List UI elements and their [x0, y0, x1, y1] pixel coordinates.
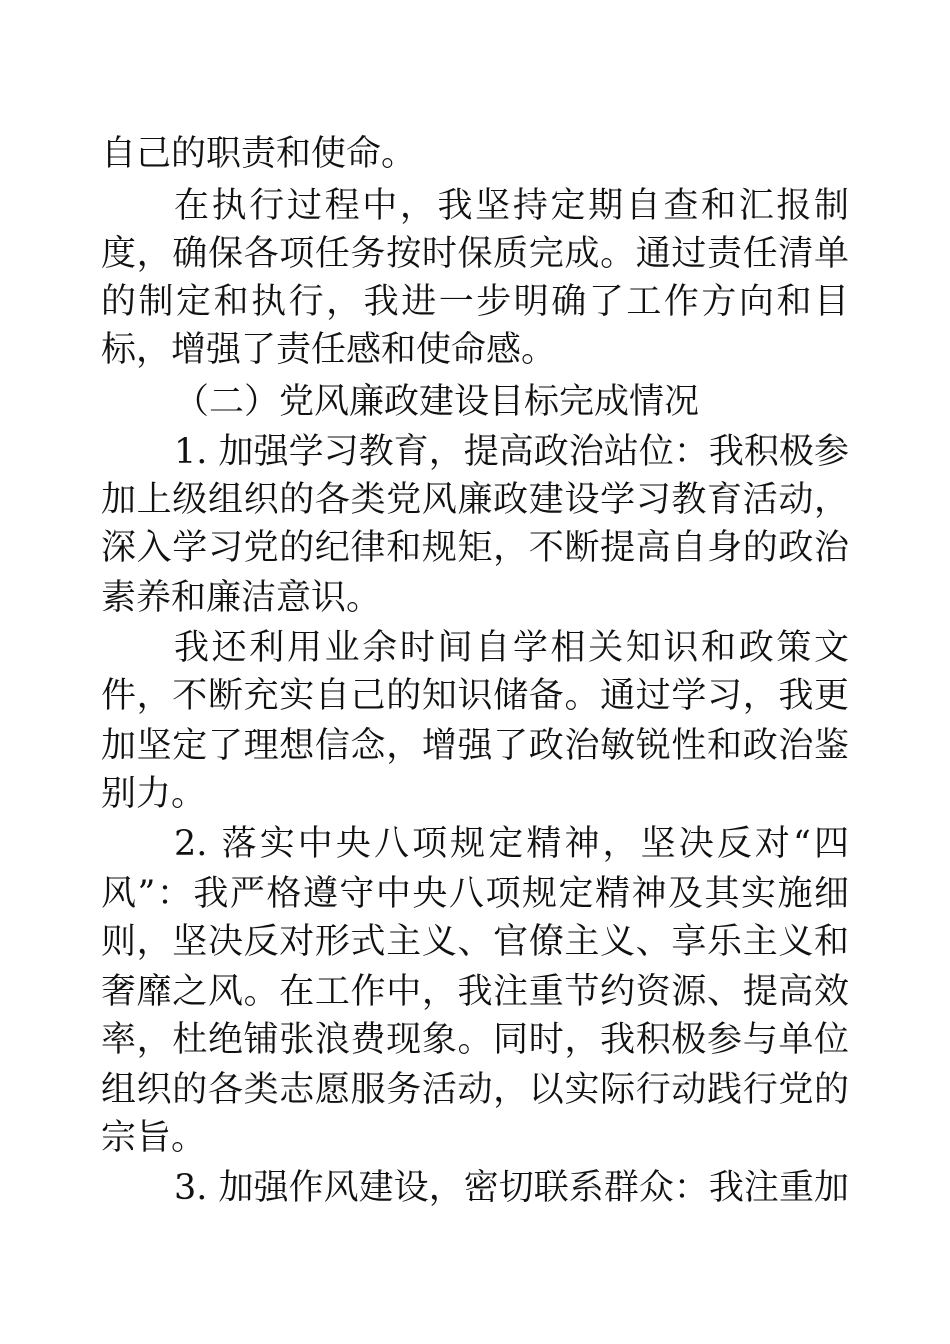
text-line: 别力。 — [101, 774, 207, 814]
text-line: 1. 加强学习教育，提高政治站位：我积极参 — [174, 432, 849, 472]
text-line: 度，确保各项任务按时保质完成。通过责任清单 — [101, 234, 849, 274]
text-line: 3. 加强作风建设，密切联系群众：我注重加 — [174, 1168, 849, 1208]
text-line: 组织的各类志愿服务活动，以实际行动践行党的 — [101, 1070, 849, 1110]
text-line: 则，坚决反对形式主义、官僚主义、享乐主义和 — [101, 922, 849, 962]
text-line: 深入学习党的纪律和规矩，不断提高自身的政治 — [101, 528, 849, 568]
text-line: 的制定和执行，我进一步明确了工作方向和目 — [101, 282, 849, 322]
text-line: 风”：我严格遵守中央八项规定精神及其实施细 — [101, 874, 849, 914]
text-line: 我还利用业余时间自学相关知识和政策文 — [174, 628, 849, 668]
text-line: 率，杜绝铺张浪费现象。同时，我积极参与单位 — [101, 1020, 849, 1060]
text-line: 自己的职责和使命。 — [101, 134, 417, 174]
text-line: 奢靡之风。在工作中，我注重节约资源、提高效 — [101, 972, 849, 1012]
section-heading: （二）党风廉政建设目标完成情况 — [174, 382, 700, 422]
text-line: 宗旨。 — [101, 1118, 207, 1158]
text-line: 件，不断充实自己的知识储备。通过学习，我更 — [101, 676, 849, 716]
text-line: 加坚定了理想信念，增强了政治敏锐性和政治鉴 — [101, 726, 849, 766]
text-line: 素养和廉洁意识。 — [101, 578, 382, 618]
text-line: 标，增强了责任感和使命感。 — [101, 330, 557, 370]
text-line: 在执行过程中，我坚持定期自查和汇报制 — [174, 186, 849, 226]
text-line: 加上级组织的各类党风廉政建设学习教育活动， — [101, 480, 849, 520]
text-line: 2. 落实中央八项规定精神，坚决反对“四 — [174, 824, 849, 864]
